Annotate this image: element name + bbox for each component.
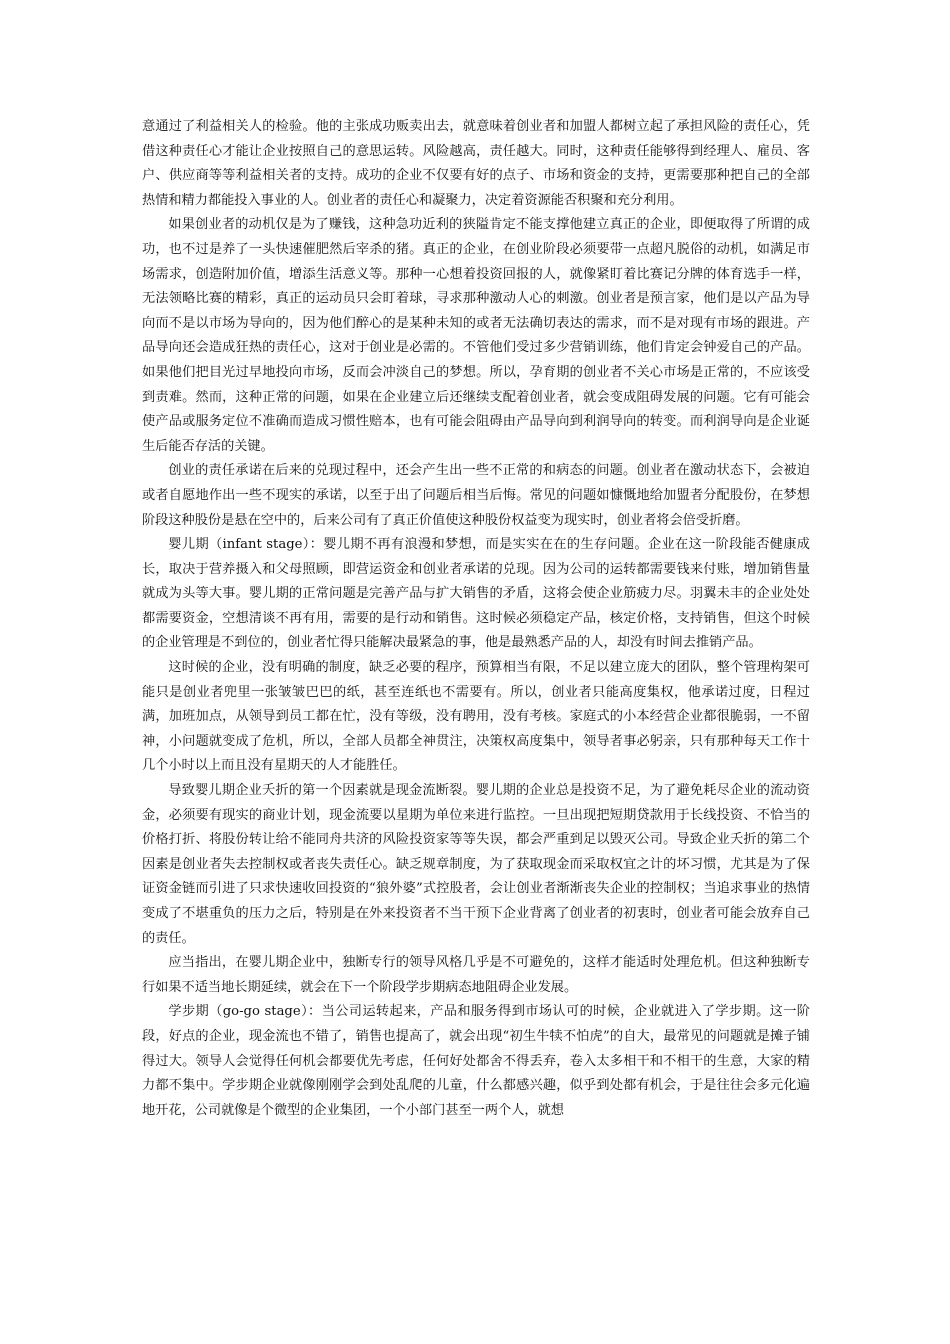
paragraph-3: 创业的责任承诺在后来的兑现过程中，还会产生出一些不正常的和病态的问题。创业者在激动状态下，会被迫或者自愿地作出一些不现实的承诺，以至于出了问题后相当后悔。常见的问题如慷慨地给加盟者分配股份，在梦想阶段这种股份是悬在空中的，后来公司有了真正价值使这种股份权益变为现实时，创业者将会倍受折磨。 [142, 463, 810, 528]
paragraph-4: 婴儿期（infant stage）：婴儿期不再有浪漫和梦想，而是实实在在的生存问题。企业在这一阶段能否健康成长，取决于营养摄入和父母照顾，即营运资金和创业者承诺的兑现。因为公司的运转都需要钱来付账，增加销售量就成为头等大事。婴儿期的正常问题是完善产品与扩大销售的矛盾，这将会使企业筋疲力尽。羽翼未丰的企业处处都需要资金，空想清谈不再有用，需要的是行动和销售。这时候必须稳定产品，核定价格，支持销售，但这个时候的企业管理是不到位的，创业者忙得只能解决最紧急的事，他是最熟悉产品的人，却没有时间去推销产品。 [142, 537, 810, 651]
paragraph-1: 意通过了利益相关人的检验。他的主张成功贩卖出去，就意味着创业者和加盟人都树立起了承担风险的责任心，凭借这种责任心才能让企业按照自己的意思运转。风险越高，责任越大。同时，这种责任能够得到经理人、雇员、客户、供应商等等利益相关者的支持。成功的企业不仅要有好的点子、市场和资金的支持，更需要那种把自己的全部热情和精力都能投入事业的人。创业者的责任心和凝聚力，决定着资源能否积聚和充分利用。 [142, 119, 810, 208]
paragraph-8: 学步期（go-go stage）：当公司运转起来，产品和服务得到市场认可的时候，企业就进入了学步期。这一阶段，好点的企业，现金流也不错了，销售也提高了，就会出现“初生牛犊不怕虎”的自大，最常见的问题就是摊子铺得过大。领导人会觉得任何机会都要优先考虑，任何好处都舍不得丢弃，卷入太多相干和不相干的生意，大家的精力都不集中。学步期企业就像刚刚学会到处乱爬的儿童，什么都感兴趣，似乎到处都有机会，于是往往会多元化遍地开花，公司就像是个微型的企业集团，一个小部门甚至一两个人，就想 [142, 1004, 810, 1118]
paragraph-2: 如果创业者的动机仅是为了赚钱，这种急功近利的狭隘肯定不能支撑他建立真正的企业，即便取得了所谓的成功，也不过是养了一头快速催肥然后宰杀的猪。真正的企业，在创业阶段必须要带一点超凡脱俗的动机，如满足市场需求，创造附加价值，增添生活意义等。那种一心想着投资回报的人，就像紧盯着比赛记分牌的体育选手一样，无法领略比赛的精彩，真正的运动员只会盯着球，寻求那种激动人心的刺激。创业者是预言家，他们是以产品为导向而不是以市场为导向的，因为他们醉心的是某种未知的或者无法确切表达的需求，而不是对现有市场的跟进。产品导向还会造成狂热的责任心，这对于创业是必需的。不管他们受过多少营销训练，他们肯定会钟爱自己的产品。如果他们把目光过早地投向市场，反而会冲淡自己的梦想。所以，孕育期的创业者不关心市场是正常的，不应该受到责难。然而，这种正常的问题，如果在企业建立后还继续支配着创业者，就会变成阻碍发展的问题。它有可能会使产品或服务定位不准确而造成习惯性赔本，也有可能会阻碍由产品导向到利润导向的转变。而利润导向是企业诞生后能否存活的关键。 [142, 217, 810, 454]
paragraph-7: 应当指出，在婴儿期企业中，独断专行的领导风格几乎是不可避免的，这样才能适时处理危机。但这种独断专行如果不适当地长期延续，就会在下一个阶段学步期病态地阻碍企业发展。 [142, 955, 810, 995]
document-page [142, 115, 810, 1123]
paragraph-5: 这时候的企业，没有明确的制度，缺乏必要的程序，预算相当有限，不足以建立庞大的团队，整个管理构架可能只是创业者兜里一张皱皱巴巴的纸，甚至连纸也不需要有。所以，创业者只能高度集权，他承诺过度，日程过满，加班加点，从领导到员工都在忙，没有等级，没有聘用，没有考核。家庭式的小本经营企业都很脆弱，一不留神，小问题就变成了危机，所以，全部人员都全神贯注，决策权高度集中，领导者事必躬亲，只有那种每天工作十几个小时以上而且没有星期天的人才能胜任。 [142, 660, 810, 774]
paragraph-6: 导致婴儿期企业夭折的第一个因素就是现金流断裂。婴儿期的企业总是投资不足，为了避免耗尽企业的流动资金，必须要有现实的商业计划，现金流要以星期为单位来进行监控。一旦出现把短期贷款用于长线投资、不恰当的价格打折、将股份转让给不能同舟共济的风险投资家等等失误，都会严重到足以毁灭公司。导致企业夭折的第二个因素是创业者失去控制权或者丧失责任心。缺乏规章制度，为了获取现金而采取权宜之计的坏习惯，尤其是为了保证资金链而引进了只求快速收回投资的“狼外婆”式控股者，会让创业者渐渐丧失企业的控制权；当追求事业的热情变成了不堪重负的压力之后，特别是在外来投资者不当干预下企业背离了创业者的初衷时，创业者可能会放弃自己的责任。 [142, 783, 810, 946]
